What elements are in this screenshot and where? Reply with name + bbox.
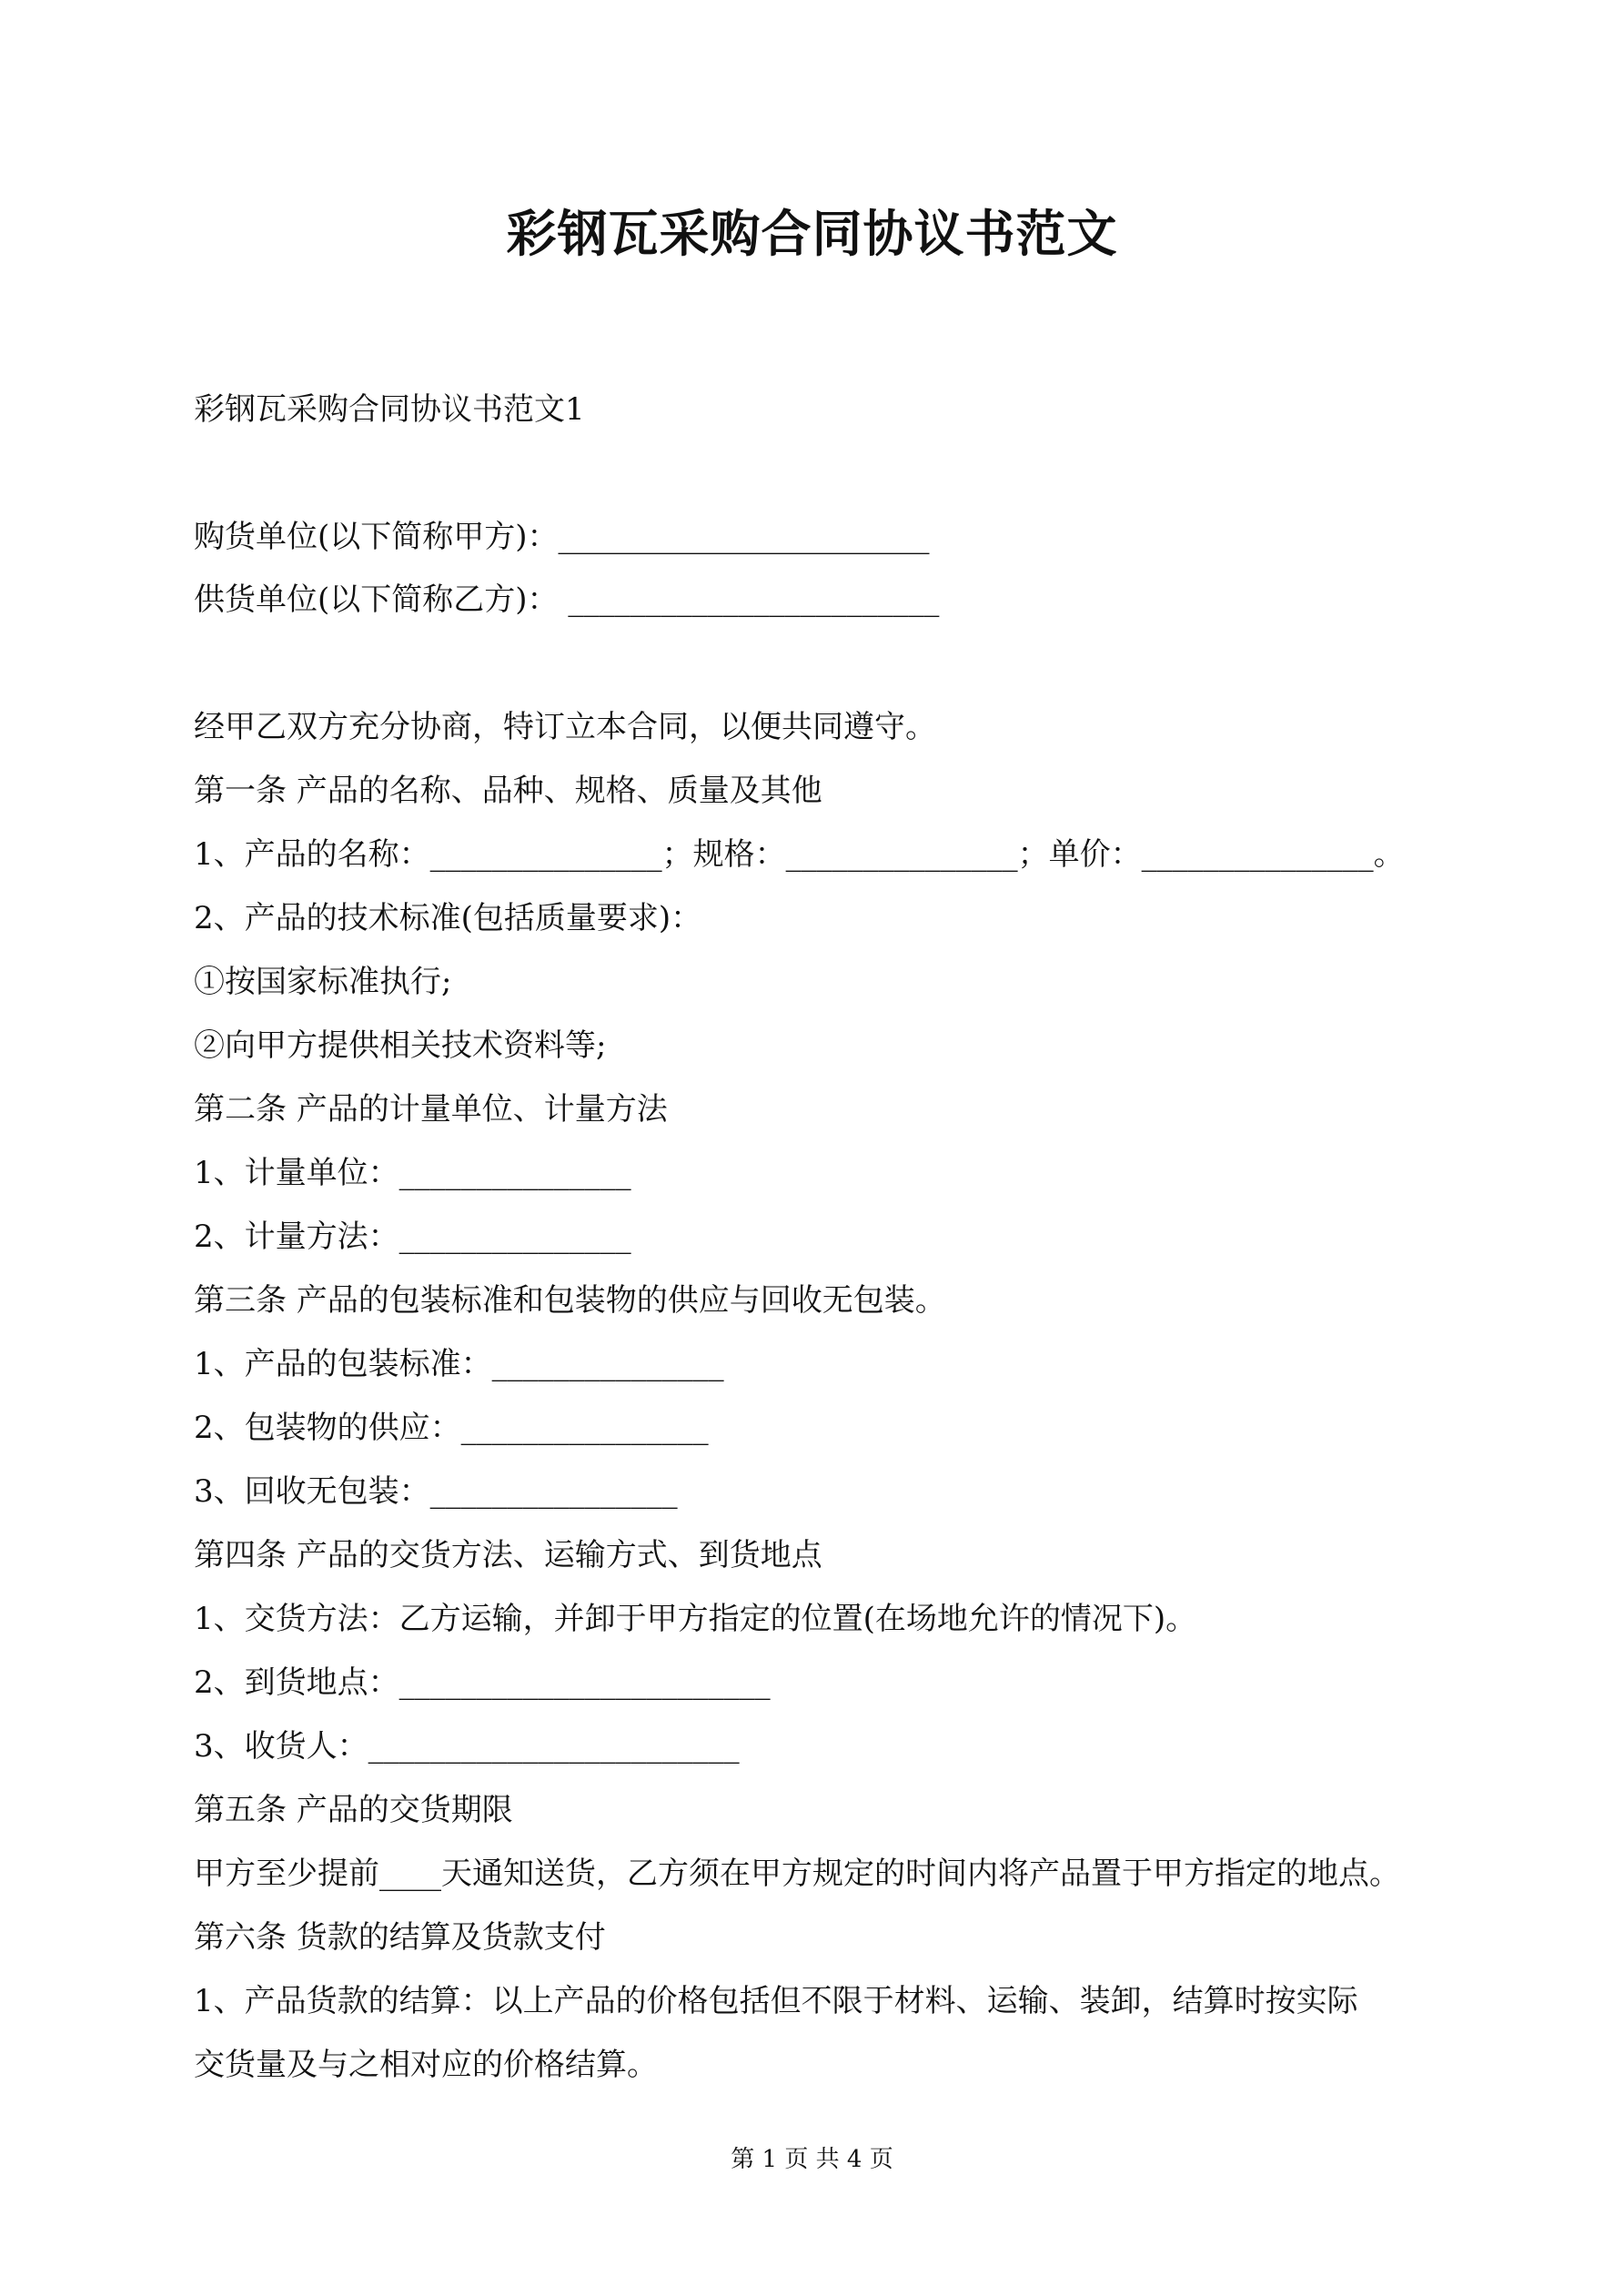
article-heading: 第五条 产品的交货期限 bbox=[194, 1792, 513, 1828]
page-number: 第 1 页 共 4 页 bbox=[731, 2146, 893, 2173]
document-title: 彩钢瓦采购合同协议书范文 bbox=[506, 204, 1118, 263]
supplier-field: 供货单位(以下简称乙方)： ________________________ bbox=[194, 582, 940, 618]
paragraph: 经甲乙双方充分协商，特订立本合同，以便共同遵守。 bbox=[194, 709, 936, 745]
buyer-field: 购货单位(以下简称甲方)：________________________ bbox=[194, 519, 930, 555]
paragraph: 1、交货方法：乙方运输，并卸于甲方指定的位置(在场地允许的情况下)。 bbox=[194, 1601, 1197, 1637]
paragraph: 1、计量单位：_______________ bbox=[194, 1155, 631, 1191]
paragraph: 3、回收无包装：________________ bbox=[194, 1473, 678, 1510]
article-heading: 第六条 货款的结算及货款支付 bbox=[194, 1919, 606, 1956]
paragraph: 1、产品的名称：_______________；规格：_______________；单价：_______________。 bbox=[194, 836, 1405, 873]
article-heading: 第一条 产品的名称、品种、规格、质量及其他 bbox=[194, 773, 822, 809]
article-heading: 第四条 产品的交货方法、运输方式、到货地点 bbox=[194, 1537, 822, 1573]
paragraph: 交货量及与之相对应的价格结算。 bbox=[194, 2047, 658, 2083]
paragraph: ②向甲方提供相关技术资料等; bbox=[194, 1027, 607, 1064]
paragraph: ①按国家标准执行; bbox=[194, 964, 452, 1000]
paragraph: 3、收货人：________________________ bbox=[194, 1728, 740, 1765]
paragraph: 2、计量方法：_______________ bbox=[194, 1219, 631, 1255]
paragraph: 2、产品的技术标准(包括质量要求)： bbox=[194, 900, 702, 936]
section-heading: 彩钢瓦采购合同协议书范文1 bbox=[194, 391, 585, 428]
paragraph: 甲方至少提前____天通知送货，乙方须在甲方规定的时间内将产品置于甲方指定的地点。 bbox=[194, 1856, 1400, 1892]
article-heading: 第二条 产品的计量单位、计量方法 bbox=[194, 1091, 668, 1128]
paragraph: 2、到货地点：________________________ bbox=[194, 1664, 771, 1701]
paragraph: 1、产品货款的结算：以上产品的价格包括但不限于材料、运输、装卸，结算时按实际 bbox=[194, 1983, 1358, 2019]
paragraph: 1、产品的包装标准：_______________ bbox=[194, 1346, 724, 1382]
paragraph: 2、包装物的供应：________________ bbox=[194, 1410, 709, 1446]
article-heading: 第三条 产品的包装标准和包装物的供应与回收无包装。 bbox=[194, 1282, 946, 1319]
